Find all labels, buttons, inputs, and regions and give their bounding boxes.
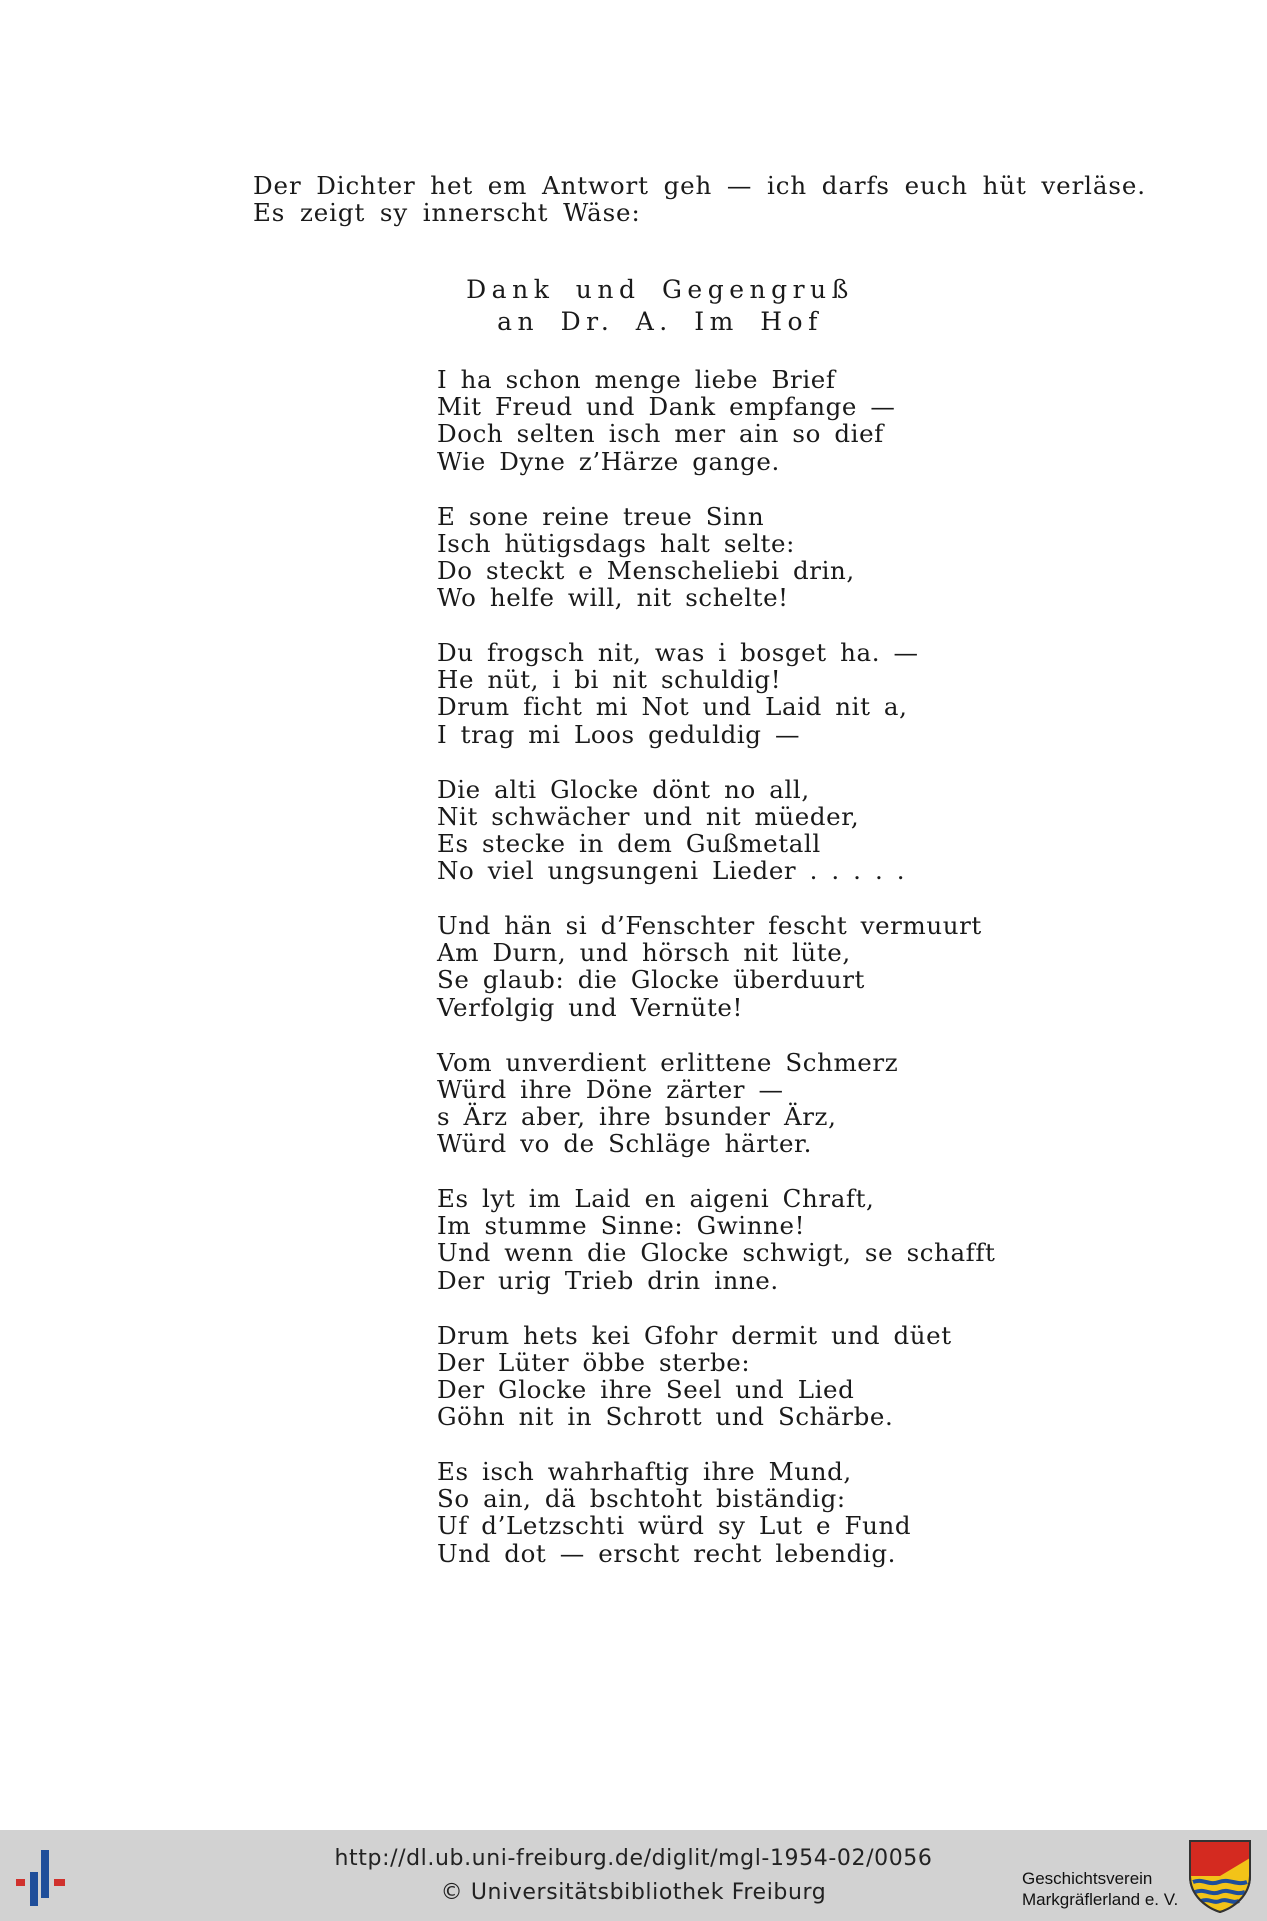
poem-line: Do steckt e Menscheliebi drin, <box>437 555 855 585</box>
intro-paragraph <box>253 171 1146 227</box>
stanza <box>437 1185 997 1322</box>
poem-line: Würd vo de Schläge härter. <box>437 1129 813 1159</box>
coat-of-arms-icon[interactable] <box>1187 1838 1253 1914</box>
stanza <box>437 503 997 640</box>
stanza <box>437 1458 997 1595</box>
poem-title-line: Dank und Gegengruß <box>466 275 854 304</box>
poem-line: Drum hets kei Gfohr dermit und düet <box>437 1320 952 1350</box>
stanza <box>437 366 997 503</box>
society-name <box>1022 1868 1178 1910</box>
stanza <box>437 776 997 913</box>
poem-line: He nüt, i bi nit schuldig! <box>437 665 782 695</box>
poem-line: Se glaub: die Glocke überduurt <box>437 965 865 995</box>
poem-line: No viel ungsungeni Lieder . . . . . <box>437 856 906 886</box>
poem-title <box>380 274 940 338</box>
poem-line: s Ärz aber, ihre bsunder Ärz, <box>437 1101 837 1131</box>
poem-line: Du frogsch nit, was i bosget ha. — <box>437 638 919 667</box>
poem-line: Der Lüter öbbe sterbe: <box>437 1347 751 1377</box>
poem-line: Verfolgig und Vernüte! <box>437 992 743 1022</box>
poem-line: Mit Freud und Dank empfange — <box>437 392 896 422</box>
stanza <box>437 912 997 1049</box>
poem-line: Es stecke in dem Gußmetall <box>437 828 821 858</box>
poem-body <box>437 366 997 1595</box>
intro-line: Es zeigt sy innerscht Wäse: <box>253 198 641 227</box>
poem-line: Die alti Glocke dönt no all, <box>437 774 810 804</box>
footer-bar <box>0 1830 1267 1921</box>
poem-line: Im stumme Sinne: Gwinne! <box>437 1211 806 1241</box>
poem-line: Am Durn, und hörsch nit lüte, <box>437 938 851 968</box>
copyright-notice: © Universitätsbibliothek Freiburg <box>440 1880 827 1905</box>
poem-dedication: an Dr. A. Im Hof <box>497 307 823 336</box>
poem-line: Es lyt im Laid en aigeni Chraft, <box>437 1184 875 1213</box>
poem-line: E sone reine treue Sinn <box>437 501 765 531</box>
poem-line: Isch hütigsdags halt selte: <box>437 528 795 558</box>
poem-line: Uf d’Letzschti würd sy Lut e Fund <box>437 1511 912 1541</box>
poem-line: Und dot — erscht recht lebendig. <box>437 1538 897 1568</box>
poem-line: Und hän si d’Fenschter fescht vermuurt <box>437 911 982 940</box>
poem-line: Göhn nit in Schrott und Schärbe. <box>437 1402 894 1432</box>
poem-line: I ha schon menge liebe Brief <box>437 365 836 394</box>
society-name-line: Markgräflerland e. V. <box>1022 1890 1179 1909</box>
poem-line: Wo helfe will, nit schelte! <box>437 583 789 613</box>
poem-line: Der urig Trieb drin inne. <box>437 1265 779 1295</box>
poem-line: Drum ficht mi Not und Laid nit a, <box>437 692 908 722</box>
society-name-line: Geschichtsverein <box>1022 1869 1153 1888</box>
stanza <box>437 1322 997 1459</box>
poem-line: Nit schwächer und nit müeder, <box>437 801 860 831</box>
poem-line: Und wenn die Glocke schwigt, se schafft <box>437 1238 996 1268</box>
intro-line: Der Dichter het em Antwort geh — ich darfs euch hüt verläse. <box>253 171 1146 200</box>
stanza <box>437 1049 997 1186</box>
poem-line: I trag mi Loos geduldig — <box>437 719 801 749</box>
poem-line: Es isch wahrhaftig ihre Mund, <box>437 1457 852 1486</box>
poem-line: Der Glocke ihre Seel und Lied <box>437 1374 855 1404</box>
poem-line: Wie Dyne z’Härze gange. <box>437 446 780 476</box>
poem-line: Würd ihre Döne zärter — <box>437 1074 784 1104</box>
permalink-url[interactable]: http://dl.ub.uni-freiburg.de/diglit/mgl-1954-02/0056 <box>334 1846 933 1871</box>
stanza <box>437 639 997 776</box>
poem-line: Vom unverdient erlittene Schmerz <box>437 1047 899 1077</box>
poem-line: So ain, dä bschtoht biständig: <box>437 1484 846 1514</box>
poem-line: Doch selten isch mer ain so dief <box>437 419 884 449</box>
